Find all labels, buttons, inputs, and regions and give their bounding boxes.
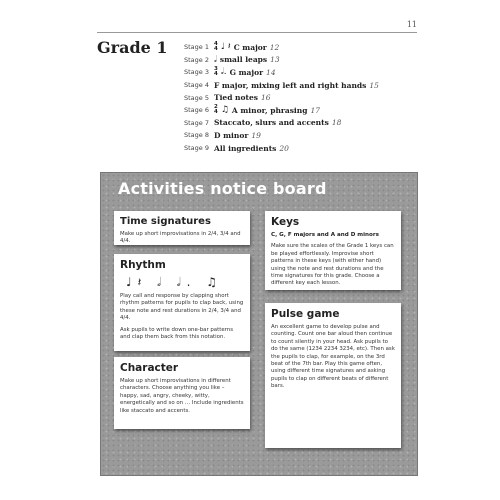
time-sig-bottom: 4 [214, 46, 218, 53]
stage-row [184, 91, 379, 104]
note-symbol-icon: 𝅗𝅥 [214, 54, 217, 65]
time-sig-bottom: 4 [214, 109, 218, 116]
time-signature-icon [214, 67, 218, 77]
time-sig-top: 4 [214, 41, 218, 48]
stage-label: Stage 2 [184, 55, 209, 64]
stage-label: Stage 3 [184, 68, 209, 77]
stage-list [184, 41, 379, 154]
board-title: Activities notice board [118, 179, 327, 198]
card-heading: Keys [271, 216, 300, 228]
card-text: Ask pupils to write down one-bar patterns and clap them back from this notation. [120, 326, 234, 341]
card-text: Make up short improvisations in different characters. Choose anything you like – happy, sad, angry, cheeky, witty, energetically and so on … Include ingredients like staccato and accents. [120, 378, 244, 414]
card-text: Make up short improvisations in 2/4, 3/4 and 4/4. [120, 231, 241, 245]
card-rhythm [114, 254, 250, 351]
stage-row [184, 117, 379, 130]
time-sig-bottom: 4 [214, 71, 218, 78]
stage-row [184, 142, 379, 155]
stage-page-number: 12 [269, 42, 280, 52]
stage-label: Stage 4 [184, 81, 209, 90]
activities-notice-board [100, 172, 418, 476]
card-text: Play call and response by clapping short rhythm patterns for pupils to clap back, using these note and rest durations in 2/4, 3/4 and 4/4. [120, 293, 244, 322]
stage-title: F major, mixing left and right hands [214, 80, 367, 90]
card-text: An excellent game to develop pulse and counting. Count one bar aloud then continue to count silently in your head. Ask pupils to do the same (1234 2234 3234, etc). Then ask the pupils to clap, for example, on the 3rd beat of the 7th bar. Play this game often, using different time signatures and asking pupils to clap on different beats of different bars. [271, 324, 395, 390]
stage-row [184, 79, 379, 92]
card-subheading: C, G, F majors and A and D minors [271, 232, 379, 238]
stage-row [184, 41, 379, 54]
stage-label: Stage 5 [184, 93, 209, 102]
grade-title: Grade 1 [97, 38, 168, 57]
stage-label: Stage 6 [184, 106, 209, 115]
stage-row [184, 104, 379, 117]
page-number: 11 [406, 20, 417, 29]
stage-title: A minor, phrasing [231, 105, 308, 115]
stage-row [184, 129, 379, 142]
stage-label: Stage 1 [184, 43, 209, 52]
stage-title: D minor [214, 130, 249, 140]
time-sig-top: 2 [214, 104, 218, 111]
note-symbol-icon: 𝅗𝅥. [220, 67, 227, 78]
card-text: Make sure the scales of the Grade 1 keys can be played effortlessly. Improvise short patterns in these keys (with either hand) using the note and rest durations and the time signatures for this grade. Choose a different key each lesson. [271, 243, 394, 287]
stage-title: small leaps [219, 55, 268, 65]
stage-label: Stage 8 [184, 131, 209, 140]
stage-row [184, 66, 379, 79]
stage-page-number: 13 [270, 55, 280, 65]
time-sig-top: 3 [214, 66, 218, 73]
stage-page-number: 17 [310, 105, 321, 115]
stage-label: Stage 7 [184, 118, 209, 127]
card-pulse-game [265, 303, 401, 448]
stage-page-number: 15 [369, 80, 379, 90]
stage-row [184, 54, 379, 67]
time-signature-icon [214, 105, 218, 115]
stage-label: Stage 9 [184, 144, 209, 153]
stage-title: G major [229, 67, 264, 77]
card-character [114, 357, 250, 429]
stage-page-number: 18 [331, 118, 342, 128]
card-keys [265, 211, 401, 290]
stage-page-number: 20 [279, 143, 289, 153]
card-heading: Character [120, 362, 179, 374]
card-time-signatures [114, 211, 250, 245]
stage-title: Staccato, slurs and accents [214, 118, 329, 128]
time-signature-icon [214, 42, 218, 52]
stage-page-number: 19 [251, 130, 261, 140]
card-heading: Rhythm [120, 259, 166, 271]
header-rule [97, 32, 417, 33]
stage-page-number: 14 [266, 67, 276, 77]
note-symbol-icon: ♫ [220, 105, 229, 116]
note-symbol-icon: ♩ 𝄽 [220, 42, 231, 53]
card-heading: Pulse game [271, 308, 340, 320]
rhythm-notes-icon: ♩𝄽 𝅗𝅥 𝅗𝅥. ♫ [126, 275, 223, 289]
stage-page-number: 16 [260, 93, 271, 103]
stage-title: C major [233, 42, 267, 52]
card-heading: Time signatures [120, 216, 211, 227]
stage-title: All ingredients [214, 143, 277, 153]
stage-title: Tied notes [214, 93, 258, 103]
